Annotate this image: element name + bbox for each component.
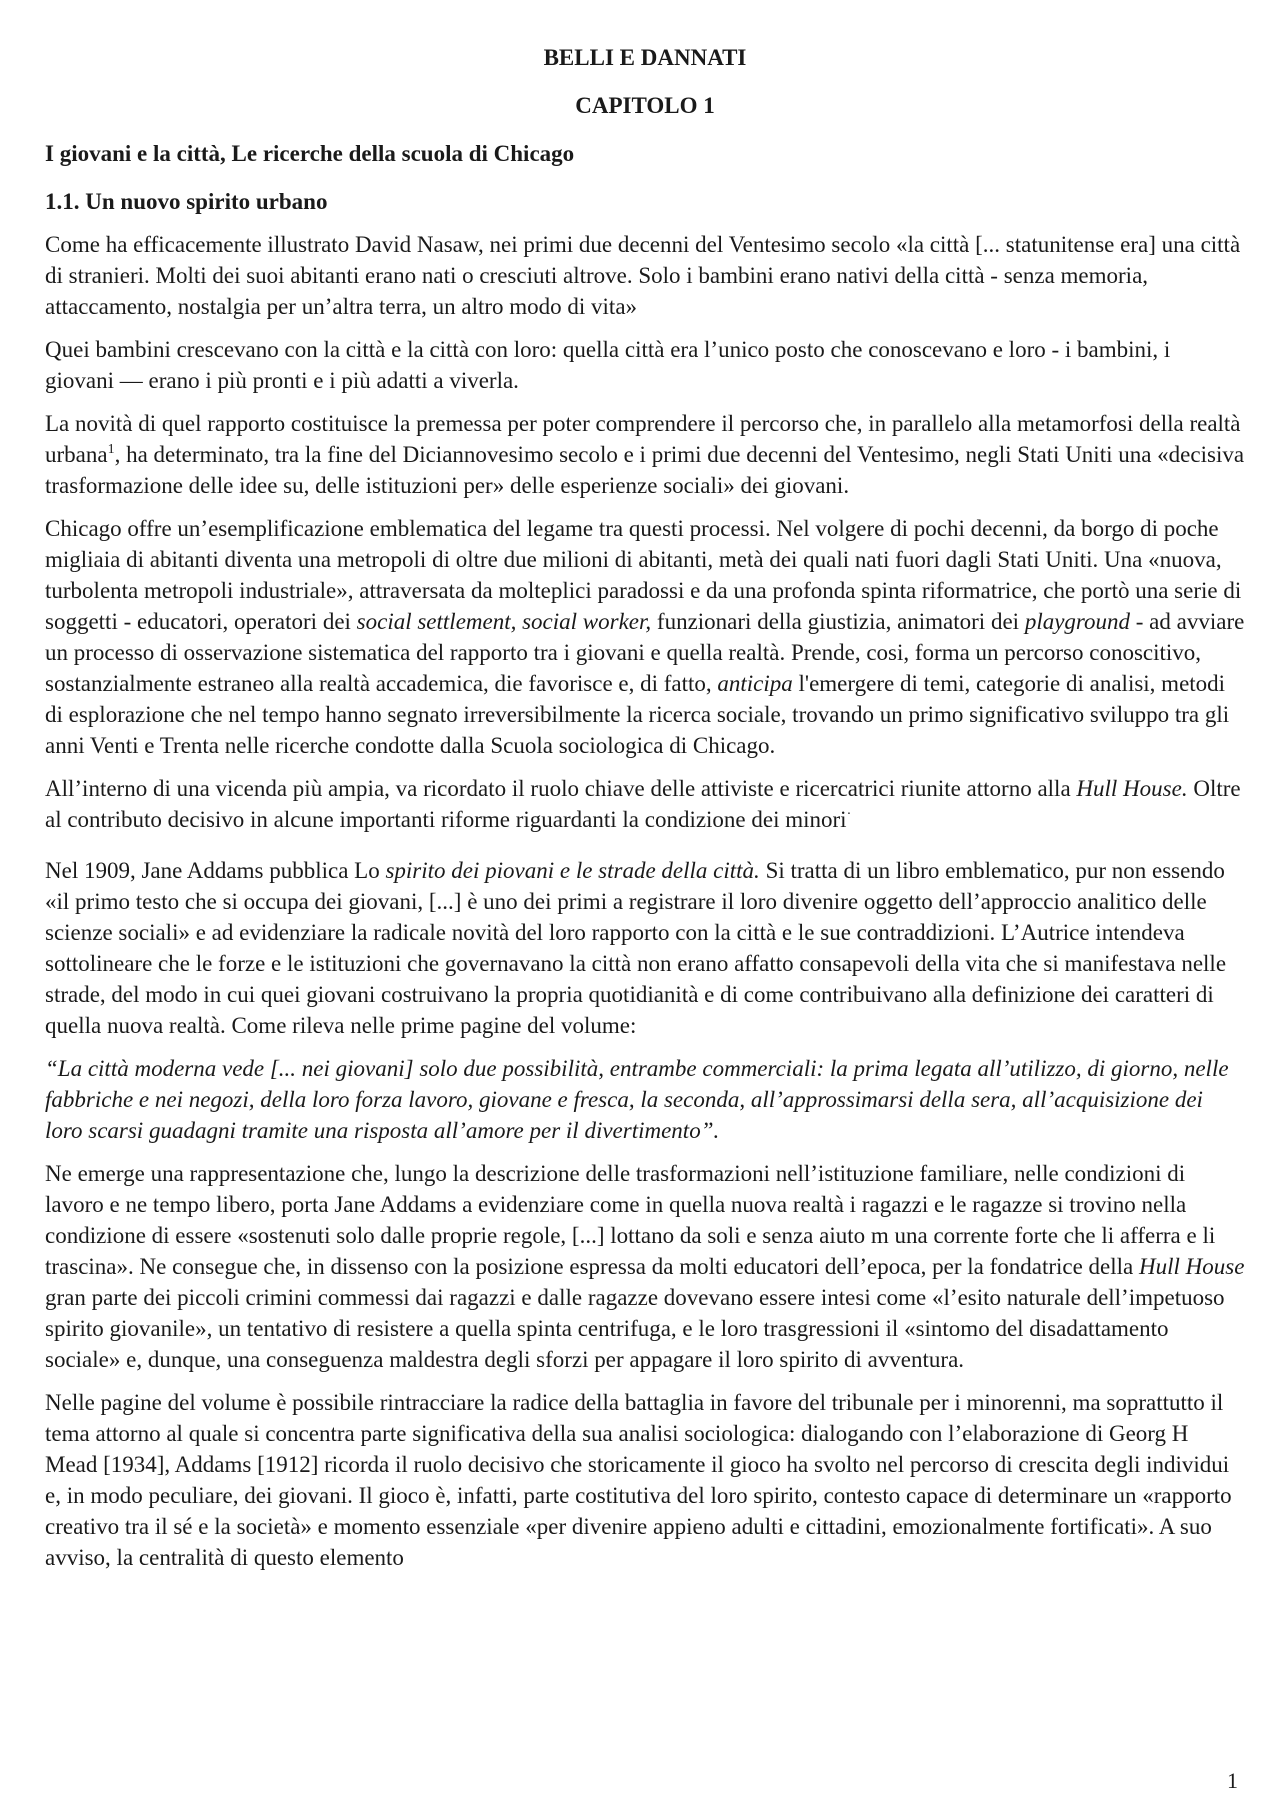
page-content	[45, 42, 1245, 1585]
paragraph-4-emphasis-3: anticipa	[717, 671, 793, 696]
document-title: BELLI E DANNATI	[543, 45, 747, 70]
paragraph-3	[45, 408, 1245, 501]
paragraph-5	[45, 773, 1245, 835]
paragraph-5-text-a: All’interno di una vicenda più ampia, va ricordato il ruolo chiave delle attiviste e ricercatrici riunite attorno alla	[45, 776, 1077, 801]
paragraph-4	[45, 513, 1245, 761]
paragraph-6	[45, 855, 1245, 1041]
paragraph-4-text-a: Chicago offre un’esemplificazione emblematica del legame tra questi processi. Nel volgere di pochi decenni, da borgo di poche migliaia di abitanti diventa una metropoli di oltre due milioni di abitanti, metà dei quali nati fuori dagli Stati Uniti. Una «nuova, turbolenta metropoli industriale», attraversata da molteplici paradossi e da una profonda spinta riformatrice, che portò una serie di soggetti - educatori, operatori dei	[45, 516, 1242, 634]
section-heading: I giovani e la città, Le ricerche della scuola di Chicago	[45, 141, 575, 166]
paragraph-2: Quei bambini crescevano con la città e la città con loro: quella città era l’unico posto che conoscevano e loro - i bambini, i giovani — erano i più pronti e i più adatti a viverla.	[45, 337, 1171, 393]
paragraph-6-text-a: Nel 1909, Jane Addams pubblica Lo	[45, 858, 386, 883]
paragraph-4-text-c: - ad avviare un processo di osservazione sistematica del rapporto tra i giovani e quella realtà. Prende, cosi, forma un percorso conoscitivo, sostanzialmente estraneo alla realtà accademica, die favorisce e, di fatto,	[45, 609, 1245, 696]
chapter-heading: CAPITOLO 1	[575, 93, 715, 118]
quotation: “La città moderna vede [... nei giovani] solo due possibilità, entrambe commerciali: la prima legata all’utilizzo, di giorno, nelle fabbriche e nei negozi, della loro forza lavoro, giovane e fresca, la seconda, all’approssimarsi della sera, all’acquisizione dei loro scarsi guadagni tramite una risposta all’amore per il divertimento”.	[45, 1056, 1229, 1143]
paragraph-4-emphasis-1: social settlement, social worker,	[356, 609, 652, 634]
paragraph-4-text-d: l'emergere di temi, categorie di analisi, metodi di esplorazione che nel tempo hanno segnato irreversibilmente la ricerca sociale, trovando un primo significativo sviluppo tra gli anni Venti e Trenta nelle ricerche condotte dalla Scuola sociologica di Chicago.	[45, 671, 1230, 758]
paragraph-7-text-a: Ne emerge una rappresentazione che, lungo la descrizione delle trasformazioni nell’istituzione familiare, nelle condizioni di lavoro e ne tempo libero, porta Jane Addams a evidenziare come in quella nuova realtà i ragazzi e le ragazze si trovino nella condizione di essere «sostenuti solo dalle proprie regole, [...] lottano da soli e senza aiuto m una corrente forte che li afferra e li trascina». Ne consegue che, in dissenso con la posizione espressa da molti educatori dell’epoca, per la fondatrice della	[45, 1161, 1216, 1279]
paragraph-5-text-b: Oltre al contributo decisivo in alcune importanti riforme riguardanti la condizione dei minori	[45, 776, 1241, 832]
paragraph-6-text-b: Si tratta di un libro emblematico, pur non essendo «il primo testo che si occupa dei giovani, [...] è uno dei primi a registrare il loro divenire oggetto dell’approccio analitico delle scienze sociali» e ad evidenziare la radicale novità del loro rapporto con la città e le sue contraddizioni. L’Autrice intendeva sottolineare che le forze e le istituzioni che governavano la città non erano affatto consapevoli della vita che si manifestava nelle strade, del modo in cui quei giovani costruivano la propria quotidianità e di come contribuivano alla definizione dei caratteri di quella nuova realtà. Come rileva nelle prime pagine del volume:	[45, 858, 1227, 1038]
paragraph-7	[45, 1158, 1245, 1375]
paragraph-4-emphasis-2: playground	[1024, 609, 1131, 634]
paragraph-5-mark: ·	[846, 807, 852, 822]
paragraph-6-emphasis: spirito dei piovani e le strade della città.	[385, 858, 760, 883]
subsection-heading: 1.1. Un nuovo spirito urbano	[45, 189, 328, 214]
paragraph-3-text-b: , ha determinato, tra la fine del Diciannovesimo secolo e i primi due decenni del Ventesimo, negli Stati Uniti una «decisiva trasformazione delle idee su, delle istituzioni per» delle esperienze sociali» dei giovani.	[45, 442, 1245, 498]
paragraph-1: Come ha efficacemente illustrato David Nasaw, nei primi due decenni del Ventesimo secolo «la città [... statunitense era] una città di stranieri. Molti dei suoi abitanti erano nati o cresciuti altrove. Solo i bambini erano nativi della città - senza memoria, attaccamento, nostalgia per un’altra terra, un altro modo di vita»	[45, 232, 1241, 319]
paragraph-4-text-b: funzionari della giustizia, animatori dei	[651, 609, 1025, 634]
paragraph-5-emphasis: Hull House.	[1076, 776, 1188, 801]
paragraph-3-text-a: La novità di quel rapporto costituisce la premessa per poter comprendere il percorso che, in parallelo alla metamorfosi della realtà urbana	[45, 411, 1241, 467]
paragraph-8: Nelle pagine del volume è possibile rintracciare la radice della battaglia in favore del tribunale per i minorenni, ma soprattutto il tema attorno al quale si concentra parte significativa della sua analisi sociologica: dialogando con l’elaborazione di Georg H Mead [1934], Addams [1912] ricorda il ruolo decisivo che storicamente il gioco ha svolto nel percorso di crescita degli individui e, in modo peculiare, dei giovani. Il gioco è, infatti, parte costitutiva del loro spirito, contesto capace di determinare un «rapporto creativo tra il sé e la società» e momento essenziale «per divenire appieno adulti e cittadini, emozionalmente fortificati». A suo avviso, la centralità di questo elemento	[45, 1390, 1232, 1570]
paragraph-7-text-b: gran parte dei piccoli crimini commessi dai ragazzi e dalle ragazze dovevano essere intesi come «l’esito naturale dell’impetuoso spirito giovanile», un tentativo di resistere a quella spinta centrifuga, e le loro trasgressioni il «sintomo del disadattamento sociale» e, dunque, una conseguenza maldestra degli sforzi per appagare il loro spirito di avventura.	[45, 1285, 1225, 1372]
page-number: 1	[1227, 1768, 1238, 1793]
paragraph-7-emphasis: Hull House	[1139, 1254, 1245, 1279]
footnote-marker[interactable]: 1	[107, 442, 115, 457]
